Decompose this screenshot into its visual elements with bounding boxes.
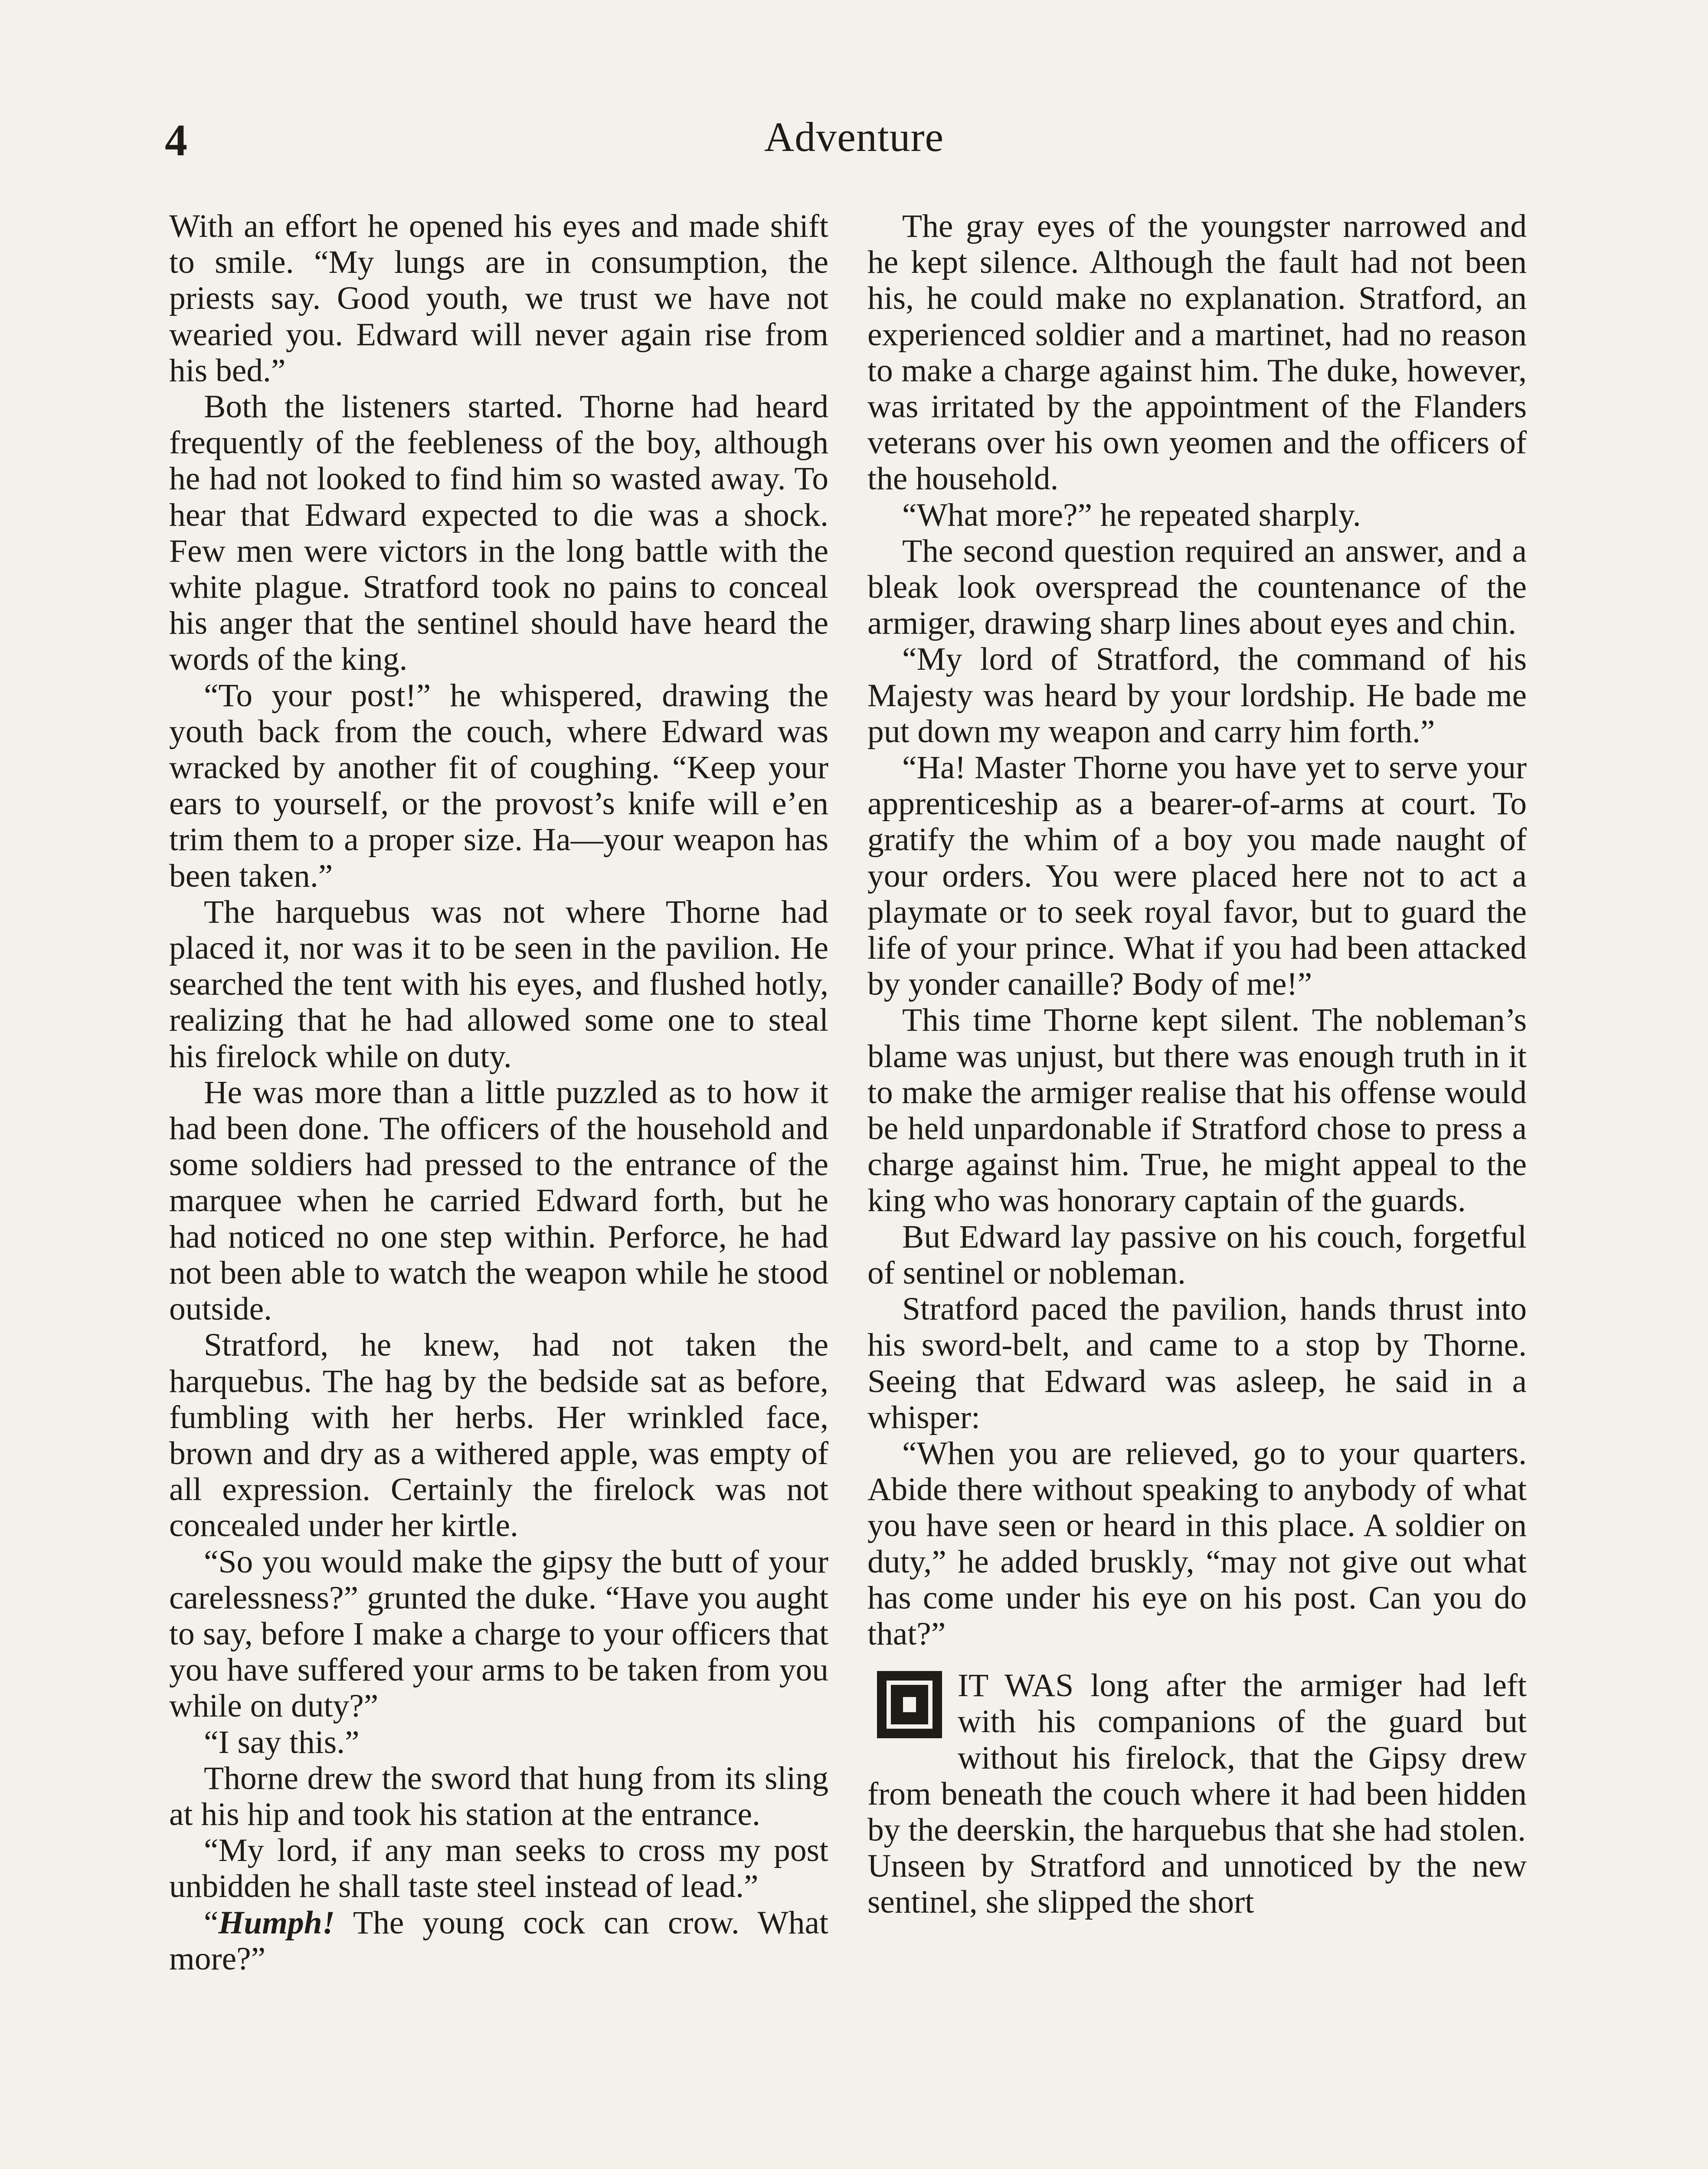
paragraph: “I say this.”	[204, 1724, 360, 1760]
paragraph-humph	[169, 1905, 828, 1977]
paragraph: The second question required an answer, and a bleak look overspread the countenance of the armiger, drawing sharp lines about eyes and chin.	[867, 533, 1527, 642]
paragraph: “Ha! Master Thorne you have yet to serve your apprenticeship as a bearer-of-arms at court. To gratify the whim of a boy you made naught of your orders. You were placed here not to act a playmate or to seek royal favor, but to guard the life of your prince. What if you had been attacked by yonder canaille? Body of me!”	[867, 750, 1527, 1003]
paragraph: “My lord, if any man seeks to cross my post unbidden he shall taste steel instead of lead.”	[169, 1832, 828, 1905]
paragraph: Stratford, he knew, had not taken the harquebus. The hag by the bedside sat as before, fumbling with her herbs. Her wrinkled face, brown and dry as a withered apple, was empty of all expression. Certainly the firelock was not concealed under her kirtle.	[169, 1327, 828, 1544]
section-break	[867, 1668, 1527, 1920]
paragraph: “What more?” he repeated sharply.	[902, 497, 1361, 533]
paragraph: Thorne drew the sword that hung from its sling at his hip and took his station at the entrance.	[169, 1760, 828, 1832]
paragraph: Unseen by Stratford and unnoticed by the new sentinel, she slipped the short	[867, 1848, 1527, 1920]
running-head: Adventure	[764, 114, 944, 160]
right-column	[867, 208, 1527, 1920]
paragraph: “My lord of Stratford, the command of his Majesty was heard by your lordship. He bade me put down my weapon and carry him forth.”	[867, 641, 1527, 750]
page-number: 4	[165, 115, 187, 165]
paragraph: “So you would make the gipsy the butt of your carelessness?” grunted the duke. “Have you aught to say, before I make a charge to your officers that you have suffered your arms to be taken from you while on duty?”	[169, 1543, 828, 1724]
paragraph: IT WAS long after the armiger had left with his companions of the guard but without his firelock, that the Gipsy drew from beneath the couch where it had been hidden by the deerskin, the harquebus that she had stolen.	[867, 1668, 1527, 1848]
emphasis-humph: Humph!	[218, 1904, 335, 1941]
section-ornament-icon	[877, 1671, 942, 1738]
paragraph: He was more than a little puzzled as to how it had been done. The officers of the household and some soldiers had pressed to the entrance of the marquee when he carried Edward forth, but he had noticed no one step within. Perforce, he had not been able to watch the weapon while he stood outside.	[169, 1074, 828, 1327]
paragraph-rest: The young cock can crow. What more?”	[169, 1904, 828, 1977]
paragraph: With an effort he opened his eyes and made shift to smile. “My lungs are in consumption, the priests say. Good youth, we trust we have not wearied you. Edward will never again rise from his bed.”	[169, 208, 828, 389]
open-quote: “	[204, 1904, 219, 1941]
paragraph: “When you are relieved, go to your quarters. Abide there without speaking to anybody of what you have seen or heard in this place. A soldier on duty,” he added bruskly, “may not give out what has come under his eye on his post. Can you do that?”	[867, 1435, 1527, 1652]
paragraph: But Edward lay passive on his couch, forgetful of sentinel or nobleman.	[867, 1219, 1527, 1291]
paragraph: “To your post!” he whispered, drawing the youth back from the couch, where Edward was wracked by another fit of coughing. “Keep your ears to yourself, or the provost’s knife will e’en trim them to a proper size. Ha—your weapon has been taken.”	[169, 677, 828, 894]
paragraph: Stratford paced the pavilion, hands thrust into his sword-belt, and came to a stop by Thorne. Seeing that Edward was asleep, he said in a whisper:	[867, 1291, 1527, 1435]
paragraph: The gray eyes of the youngster narrowed and he kept silence. Although the fault had not been his, he could make no explanation. Stratford, an experienced soldier and a martinet, had no reason to make a charge against him. The duke, however, was irritated by the appointment of the Flanders veterans over his own yeomen and the officers of the household.	[867, 208, 1527, 497]
paragraph: This time Thorne kept silent. The nobleman’s blame was unjust, but there was enough truth in it to make the armiger realise that his offense would be held unpardonable if Stratford chose to press a charge against him. True, he might appeal to the king who was honorary captain of the guards.	[867, 1002, 1527, 1219]
left-column	[169, 208, 828, 1977]
paragraph: Both the listeners started. Thorne had heard frequently of the feebleness of the boy, although he had not looked to find him so wasted away. To hear that Edward expected to die was a shock. Few men were victors in the long battle with the white plague. Stratford took no pains to conceal his anger that the sentinel should have heard the words of the king.	[169, 389, 828, 678]
paragraph: The harquebus was not where Thorne had placed it, nor was it to be seen in the pavilion. He searched the tent with his eyes, and flushed hotly, realizing that he had allowed some one to steal his firelock while on duty.	[169, 894, 828, 1075]
